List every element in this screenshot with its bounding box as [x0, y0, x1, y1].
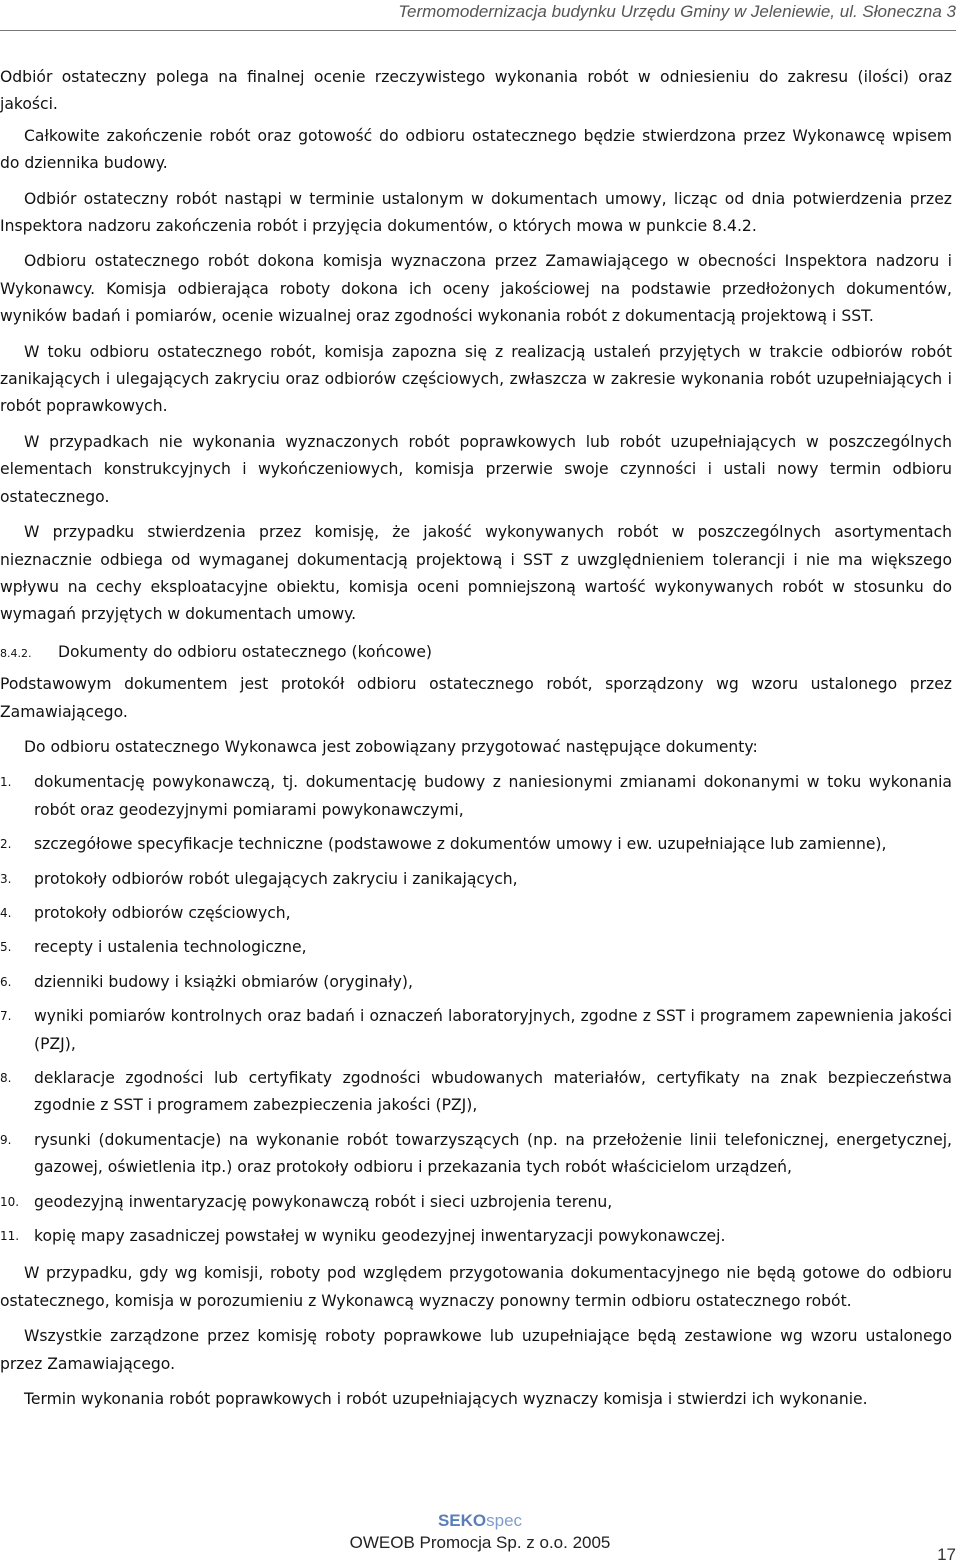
list-item	[0, 934, 952, 961]
paragraph: Termin wykonania robót poprawkowych i robót uzupełniających wyznaczy komisja i stwierdzi ich wykonanie.	[24, 1390, 868, 1409]
list-item	[0, 1127, 952, 1182]
page-header	[0, 0, 956, 31]
subsection-title: Dokumenty do odbioru ostatecznego (końcowe)	[58, 642, 433, 661]
paragraph: W przypadku stwierdzenia przez komisję, że jakość wykonywanych robót w poszczególnych asortymentach nieznacznie odbiega od wymaganej dokumentacją projektową i SST z uwzględnieniem tolerancji i nie ma większego wpływu na cechy eksploatacyjne obiektu, komisja oceni pomniejszoną wartość wykonywanych robót w stosunku do wymagań przyjętych w dokumentach umowy.	[0, 523, 952, 624]
list-item-text: kopię mapy zasadniczej powstałej w wyniku geodezyjnej inwentaryzacji powykonawczej.	[34, 1227, 726, 1246]
subsection-number: 8.4.2.	[0, 646, 32, 660]
list-item	[0, 866, 952, 893]
list-item-text: protokoły odbiorów częściowych,	[34, 903, 291, 922]
list-item-text: dzienniki budowy i książki obmiarów (oryginały),	[34, 972, 413, 991]
documents-list	[0, 769, 952, 1250]
paragraph: W przypadku, gdy wg komisji, roboty pod względem przygotowania dokumentacyjnego nie będą gotowe do odbioru ostatecznego, komisja w porozumieniu z Wykonawcą wyznaczy ponowny termin odbioru ostatecznego robót.	[0, 1264, 952, 1310]
list-item	[0, 1189, 952, 1216]
paragraph: Podstawowym dokumentem jest protokół odbioru ostatecznego robót, sporządzony wg wzoru ustalonego przez Zamawiającego.	[0, 675, 952, 721]
list-item-number: 2.	[0, 837, 12, 852]
page-number: 17	[937, 1545, 956, 1564]
list-item-number: 9.	[0, 1132, 12, 1147]
document-title: Termomodernizacja budynku Urzędu Gminy w Jeleniewie, ul. Słoneczna 3	[398, 2, 956, 21]
list-item-number: 4.	[0, 905, 12, 920]
list-item-text: szczegółowe specyfikacje techniczne (podstawowe z dokumentów umowy i ew. uzupełniające lub zamienne),	[34, 835, 887, 854]
paragraph: Wszystkie zarządzone przez komisję roboty poprawkowe lub uzupełniające będą zestawione wg wzoru ustalonego przez Zamawiającego.	[0, 1327, 952, 1373]
brand-logo-seko: SEKO	[437, 1511, 487, 1530]
subsection-heading	[0, 639, 952, 667]
document-body	[0, 64, 952, 1421]
list-item-text: deklaracje zgodności lub certyfikaty zgodności wbudowanych materiałów, certyfikaty na znak bezpieczeństwa zgodnie z SST i programem zabezpieczenia jakości (PZJ),	[34, 1069, 952, 1115]
company-name: OWEOB Promocja Sp. z o.o. 2005	[349, 1533, 611, 1552]
paragraph: Całkowite zakończenie robót oraz gotowość do odbioru ostatecznego będzie stwierdzona przez Wykonawcę wpisem do dziennika budowy.	[0, 126, 952, 173]
list-item	[0, 831, 952, 858]
list-item	[0, 1065, 952, 1120]
list-item-number: 6.	[0, 974, 12, 989]
brand-logo-spec: spec	[486, 1511, 523, 1530]
page-footer	[0, 1510, 960, 1554]
list-item-number: 8.	[0, 1071, 12, 1085]
paragraph: W przypadkach nie wykonania wyznaczonych robót poprawkowych lub robót uzupełniających w poszczególnych elementach konstrukcyjnych i wykończeniowych, komisja przerwie swoje czynności i ustali nowy termin odbioru ostatecznego.	[0, 432, 952, 506]
list-item-number: 11.	[0, 1229, 20, 1244]
list-item	[0, 900, 952, 927]
list-item	[0, 1003, 952, 1058]
list-item-number: 3.	[0, 871, 12, 886]
paragraph: Odbiór ostateczny robót nastąpi w terminie ustalonym w dokumentach umowy, licząc od dnia potwierdzenia przez Inspektora nadzoru zakończenia robót i przyjęcia dokumentów, o których mowa w punkcie 8.4.2.	[0, 189, 952, 236]
list-item-number: 1.	[0, 775, 12, 790]
paragraph: Odbioru ostatecznego robót dokona komisja wyznaczona przez Zamawiającego w obecności Inspektora nadzoru i Wykonawcy. Komisja odbierająca roboty dokona ich oceny jakościowej na podstawie przedłożonych dokumentów, wyników badań i pomiarów, ocenie wizualnej oraz zgodności wykonania robót z dokumentacją projektową i SST.	[0, 252, 952, 326]
list-item	[0, 969, 952, 996]
list-item-number: 10.	[0, 1194, 20, 1209]
list-item-text: rysunki (dokumentacje) na wykonanie robót towarzyszących (np. na przełożenie linii telefonicznej, energetycznej, gazowej, oświetlenia itp.) oraz protokoły odbioru i przekazania tych robót właścicielom urządzeń,	[34, 1130, 952, 1177]
brand-logo	[0, 1510, 960, 1532]
paragraph: W toku odbioru ostatecznego robót, komisja zapozna się z realizacją ustaleń przyjętych w trakcie odbiorów robót zanikających i ulegających zakryciu oraz odbiorów częściowych, zwłaszcza w zakresie wykonania robót uzupełniających i robót poprawkowych.	[0, 342, 952, 416]
list-item	[0, 1223, 952, 1250]
list-item-number: 7.	[0, 1009, 12, 1024]
list-item-text: protokoły odbiorów robót ulegających zakryciu i zanikających,	[34, 869, 518, 888]
list-item-text: recepty i ustalenia technologiczne,	[34, 938, 307, 957]
list-item-text: wyniki pomiarów kontrolnych oraz badań i oznaczeń laboratoryjnych, zgodne z SST i programem zapewnienia jakości (PZJ),	[34, 1007, 952, 1053]
paragraph: Do odbioru ostatecznego Wykonawca jest zobowiązany przygotować następujące dokumenty:	[24, 737, 758, 756]
paragraph: Odbiór ostateczny polega na finalnej ocenie rzeczywistego wykonania robót w odniesieniu do zakresu (ilości) oraz jakości.	[0, 68, 952, 114]
list-item-text: geodezyjną inwentaryzację powykonawczą robót i sieci uzbrojenia terenu,	[34, 1192, 613, 1211]
list-item-number: 5.	[0, 940, 12, 955]
list-item-text: dokumentację powykonawczą, tj. dokumentację budowy z naniesionymi zmianami dokonanymi w toku wykonania robót oraz geodezyjnymi pomiarami powykonawczymi,	[34, 773, 952, 819]
list-item	[0, 769, 952, 824]
